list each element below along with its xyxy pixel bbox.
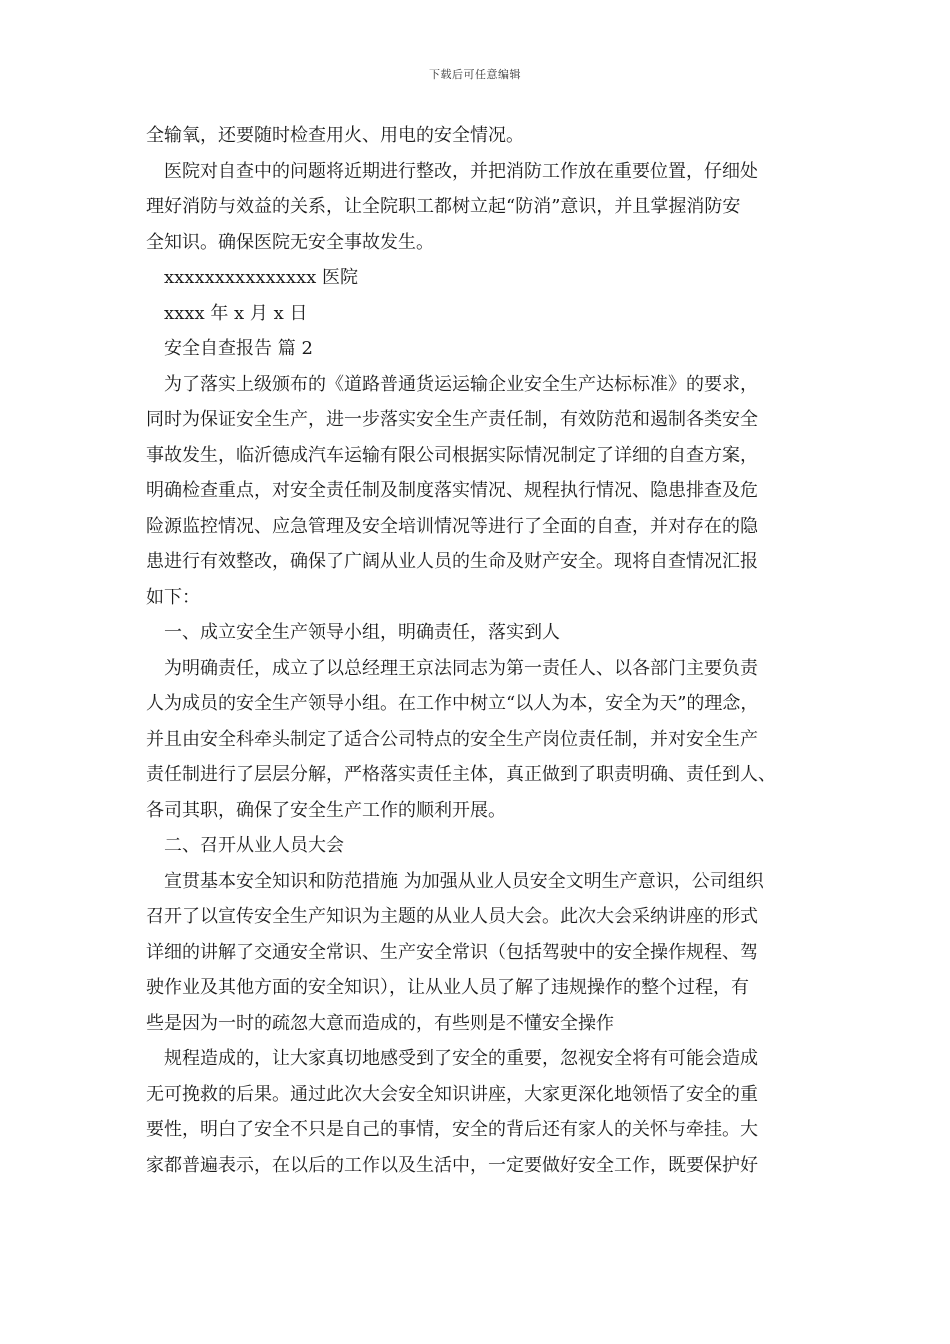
text-line: 各司其职，确保了安全生产工作的顺利开展。 [146, 799, 506, 821]
text-line: 全知识。确保医院无安全事故发生。 [146, 231, 434, 253]
text-line: 详细的讲解了交通安全常识、生产安全常识（包括驾驶中的安全操作规程、驾 [146, 941, 758, 963]
text-line: 一、成立安全生产领导小组，明确责任，落实到人 [164, 622, 560, 643]
paragraph [146, 651, 826, 829]
text-line: 无可挽救的后果。通过此次大会安全知识讲座，大家更深化地领悟了安全的重 [146, 1083, 758, 1105]
document-body [146, 118, 826, 1183]
header-note: 下载后可任意编辑 [429, 68, 521, 81]
text-line: 家都普遍表示，在以后的工作以及生活中，一定要做好安全工作，既要保护好 [146, 1154, 758, 1176]
text-line: xxxxxxxxxxxxxxx 医院 [164, 267, 358, 288]
paragraph [146, 864, 826, 1042]
text-line: 全输氧，还要随时检查用火、用电的安全情况。 [146, 125, 524, 146]
text-line: xxxx 年 x 月 x 日 [164, 302, 308, 324]
text-line: 规程造成的，让大家真切地感受到了安全的重要，忽视安全将有可能会造成 [164, 1048, 758, 1069]
text-line: 为了落实上级颁布的《道路普通货运运输企业安全生产达标标准》的要求， [164, 373, 758, 395]
paragraph [146, 367, 826, 616]
text-line: 宣贯基本安全知识和防范措施 为加强从业人员安全文明生产意识，公司组织 [164, 870, 764, 892]
text-line: 为明确责任，成立了以总经理王京法同志为第一责任人、以各部门主要负责 [164, 657, 758, 679]
text-line: 如下： [146, 586, 200, 608]
paragraph [146, 154, 826, 261]
text-line: 明确检查重点，对安全责任制及制度落实情况、规程执行情况、隐患排查及危 [146, 480, 758, 501]
text-line: 人为成员的安全生产领导小组。在工作中树立“以人为本，安全为天”的理念， [146, 693, 759, 714]
text-line: 医院对自查中的问题将近期进行整改，并把消防工作放在重要位置，仔细处 [164, 160, 758, 182]
text-line: 驶作业及其他方面的安全知识），让从业人员了解了违规操作的整个过程，有 [146, 977, 749, 998]
paragraph [146, 1041, 826, 1183]
text-line: 要性，明白了安全不只是自己的事情，安全的背后还有家人的关怀与牵挂。大 [146, 1119, 758, 1140]
text-line: 理好消防与效益的关系，让全院职工都树立起“防消”意识，并且掌握消防安 [146, 196, 741, 217]
paragraph [146, 331, 826, 367]
text-line: 并且由安全科牵头制定了适合公司特点的安全生产岗位责任制，并对安全生产 [146, 728, 758, 750]
paragraph [146, 296, 826, 332]
text-line: 安全自查报告 篇 2 [164, 338, 313, 359]
text-line: 二、召开从业人员大会 [164, 835, 344, 856]
text-line: 险源监控情况、应急管理及安全培训情况等进行了全面的自查，并对存在的隐 [146, 515, 758, 537]
paragraph [146, 615, 826, 651]
text-line: 责任制进行了层层分解，严格落实责任主体，真正做到了职责明确、责任到人、 [146, 764, 776, 785]
paragraph [146, 828, 826, 864]
text-line: 些是因为一时的疏忽大意而造成的，有些则是不懂安全操作 [146, 1012, 614, 1034]
text-line: 同时为保证安全生产，进一步落实安全生产责任制，有效防范和遏制各类安全 [146, 409, 758, 430]
paragraph [146, 118, 826, 154]
paragraph [146, 260, 826, 296]
text-line: 召开了以宣传安全生产知识为主题的从业人员大会。此次大会采纳讲座的形式 [146, 906, 758, 927]
text-line: 事故发生，临沂德成汽车运输有限公司根据实际情况制定了详细的自查方案， [146, 444, 758, 466]
text-line: 患进行有效整改，确保了广阔从业人员的生命及财产安全。现将自查情况汇报 [146, 551, 758, 572]
